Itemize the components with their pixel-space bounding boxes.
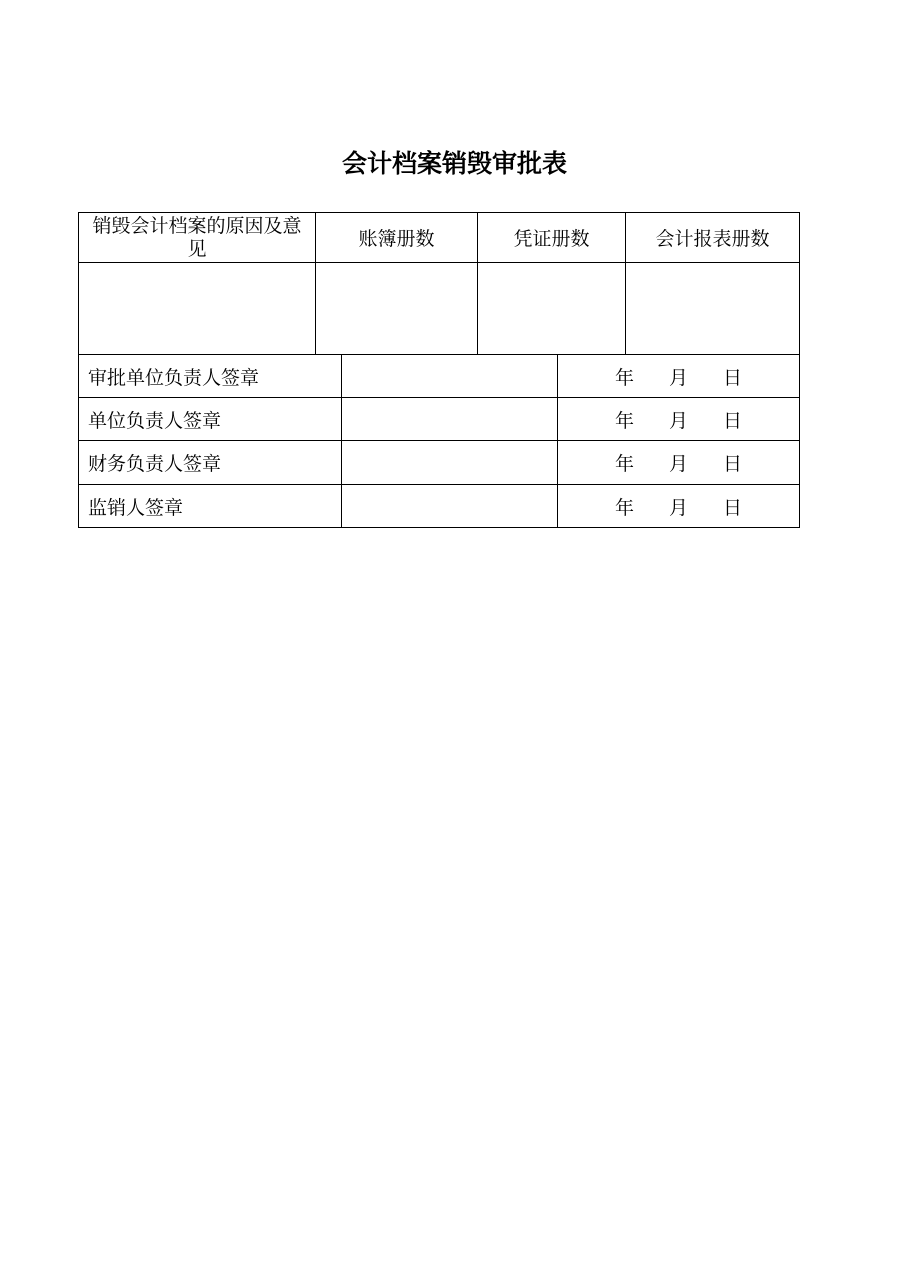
year-label: 年: [615, 453, 635, 475]
day-label: 日: [723, 496, 743, 519]
page-title: 会计档案销毁审批表: [341, 149, 567, 178]
voucher-count-entry-cell[interactable]: [477, 262, 626, 355]
month-label: 月: [669, 453, 689, 475]
signature-cell[interactable]: [341, 397, 558, 441]
sign-row-label: 审批单位负责人签章: [78, 354, 342, 398]
month-label: 月: [669, 496, 689, 519]
sign-row-label: 单位负责人签章: [78, 397, 342, 441]
day-label: 日: [723, 409, 743, 432]
ledger-count-entry-cell[interactable]: [315, 262, 478, 355]
header-reason: 销毁会计档案的原因及意见: [78, 212, 316, 263]
year-label: 年: [615, 496, 635, 519]
date-cell[interactable]: [557, 354, 800, 398]
day-label: 日: [723, 366, 743, 389]
reason-entry-cell[interactable]: [78, 262, 316, 355]
year-label: 年: [615, 409, 635, 432]
header-ledger-count: 账簿册数: [315, 212, 478, 263]
date-cell[interactable]: [557, 484, 800, 528]
approval-table: [78, 212, 800, 528]
signature-cell[interactable]: [341, 440, 558, 485]
signature-cell[interactable]: [341, 354, 558, 398]
signature-cell[interactable]: [341, 484, 558, 528]
year-label: 年: [615, 366, 635, 389]
sign-row-label: 监销人签章: [78, 484, 342, 528]
header-report-count: 会计报表册数: [625, 212, 800, 263]
date-cell[interactable]: [557, 397, 800, 441]
month-label: 月: [669, 409, 689, 432]
sign-row-label: 财务负责人签章: [78, 440, 342, 485]
header-voucher-count: 凭证册数: [477, 212, 626, 263]
month-label: 月: [669, 366, 689, 389]
date-cell[interactable]: [557, 440, 800, 485]
day-label: 日: [723, 453, 743, 475]
report-count-entry-cell[interactable]: [625, 262, 800, 355]
